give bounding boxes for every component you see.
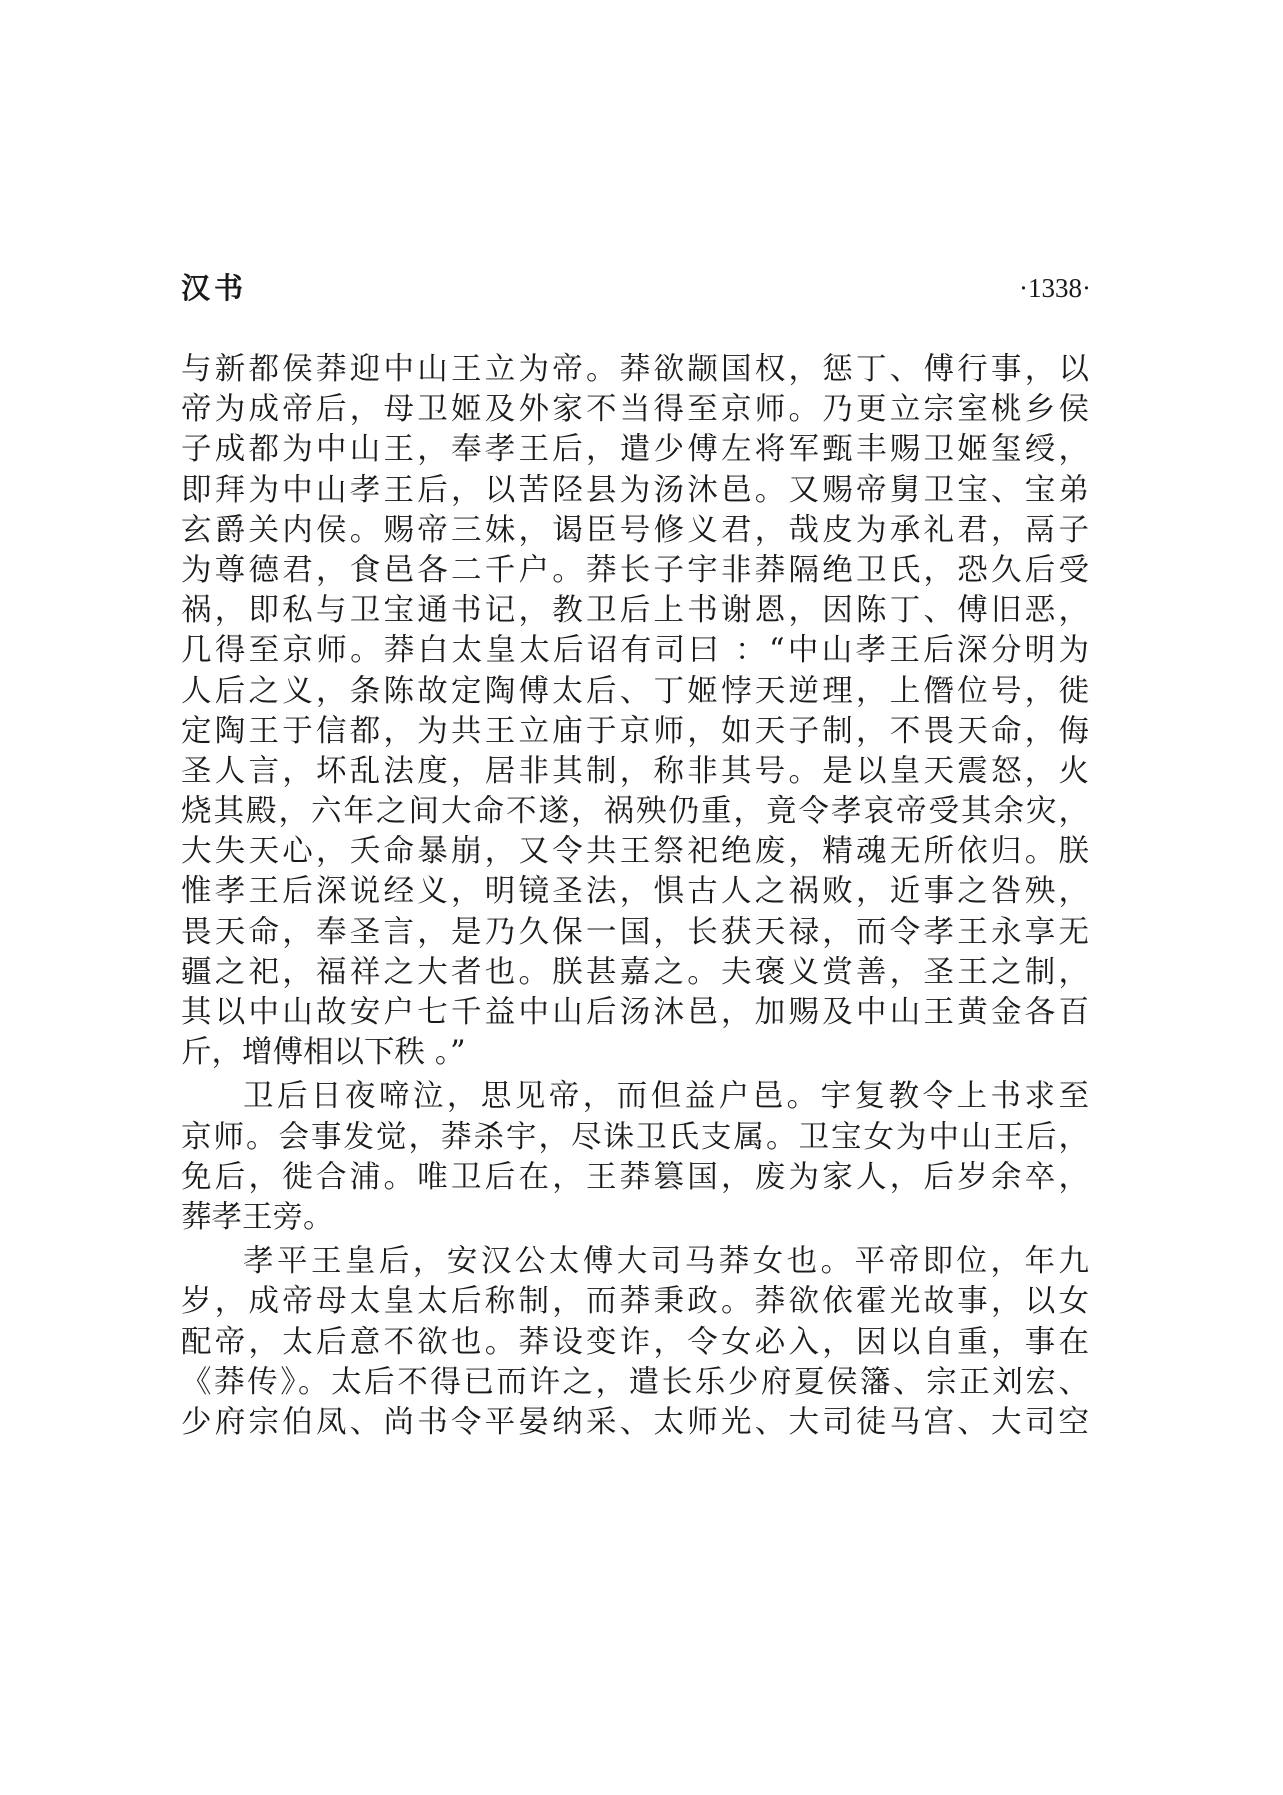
text-line: 其以中山故安户七千益中山后汤沐邑，加赐及中山王黄金各百 <box>181 995 1089 1030</box>
text-line: 帝为成帝后，母卫姬及外家不当得至京师。乃更立宗室桃乡侯 <box>181 392 1089 428</box>
text-line: 配帝，太后意不欲也。莽设变诈，令女必入，因以自重，事在 <box>181 1324 1089 1360</box>
text-line: 即拜为中山孝王后，以苦陉县为汤沐邑。又赐帝舅卫宝、宝弟 <box>181 472 1089 508</box>
text-line: 玄爵关内侯。赐帝三妹，谒臣号修义君，哉皮为承礼君，鬲子 <box>181 512 1089 548</box>
text-line: 葬孝王旁。 <box>181 1199 334 1235</box>
text-line: 定陶王于信都，为共王立庙于京师，如天子制，不畏天命，侮 <box>181 713 1089 749</box>
text-line: 与新都侯莽迎中山王立为帝。莽欲颛国权，惩丁、傅行事，以 <box>181 352 1089 387</box>
text-line: 祸，即私与卫宝通书记，教卫后上书谢恩，因陈丁、傅旧恶， <box>181 593 1089 629</box>
text-line: 惟孝王后深说经义，明镜圣法，惧古人之祸败，近事之咎殃， <box>181 874 1089 910</box>
page-header <box>181 268 1091 308</box>
text-line: 几得至京师。莽白太皇太后诏有司曰 ：“中山孝王后深分明为 <box>181 633 1089 669</box>
text-body <box>181 350 1089 1443</box>
text-line: 畏天命，奉圣言，是乃久保一国，长获天禄，而令孝王永享无 <box>181 914 1089 950</box>
text-line: 子成都为中山王，奉孝王后，遣少傅左将军甄丰赐卫姬玺绶， <box>181 432 1089 468</box>
text-line: 少府宗伯凤、尚书令平晏纳采、太师光、大司徒马宫、大司空 <box>181 1404 1089 1440</box>
text-line: 孝平王皇后，安汉公太傅大司马莽女也。平帝即位，年九 <box>243 1244 1089 1280</box>
text-line: 大失天心，夭命暴崩，又令共王祭祀绝废，精魂无所依归。朕 <box>181 834 1089 870</box>
text-line: 岁，成帝母太皇太后称制，而莽秉政。莽欲依霍光故事，以女 <box>181 1284 1089 1320</box>
text-line: 圣人言，坏乱法度，居非其制，称非其号。是以皇天震怒，火 <box>181 753 1089 789</box>
text-line: 免后，徙合浦。唯卫后在，王莽篡国，废为家人，后岁余卒， <box>181 1159 1089 1195</box>
text-line: 为尊德君，食邑各二千户。莽长子宇非莽隔绝卫氏，恐久后受 <box>181 552 1089 588</box>
paragraph <box>181 1077 1089 1238</box>
text-line: 卫后日夜啼泣，思见帝，而但益户邑。宇复教令上书求至 <box>243 1079 1089 1115</box>
text-line: 烧其殿，六年之间大命不遂，祸殃仍重，竟令孝哀帝受其余灾， <box>181 794 1089 830</box>
book-title: 汉书 <box>181 271 248 305</box>
text-line: 斤，增傅相以下秩 。” <box>181 1035 466 1071</box>
text-line: 京师。会事发觉，莽杀宇，尽诛卫氏支属。卫宝女为中山王后， <box>181 1119 1089 1155</box>
page-number: ·1338· <box>1019 273 1091 303</box>
text-line: 疆之祀，福祥之大者也。朕甚嘉之。夫褒义赏善，圣王之制， <box>181 954 1089 990</box>
text-line: 人后之义，条陈故定陶傅太后、丁姬悖天逆理，上僭位号，徙 <box>181 673 1089 709</box>
text-line: 《莽传》。太后不得已而许之，遣长乐少府夏侯籓、宗正刘宏、 <box>181 1364 1089 1400</box>
paragraph <box>181 350 1089 1073</box>
paragraph <box>181 1242 1089 1443</box>
